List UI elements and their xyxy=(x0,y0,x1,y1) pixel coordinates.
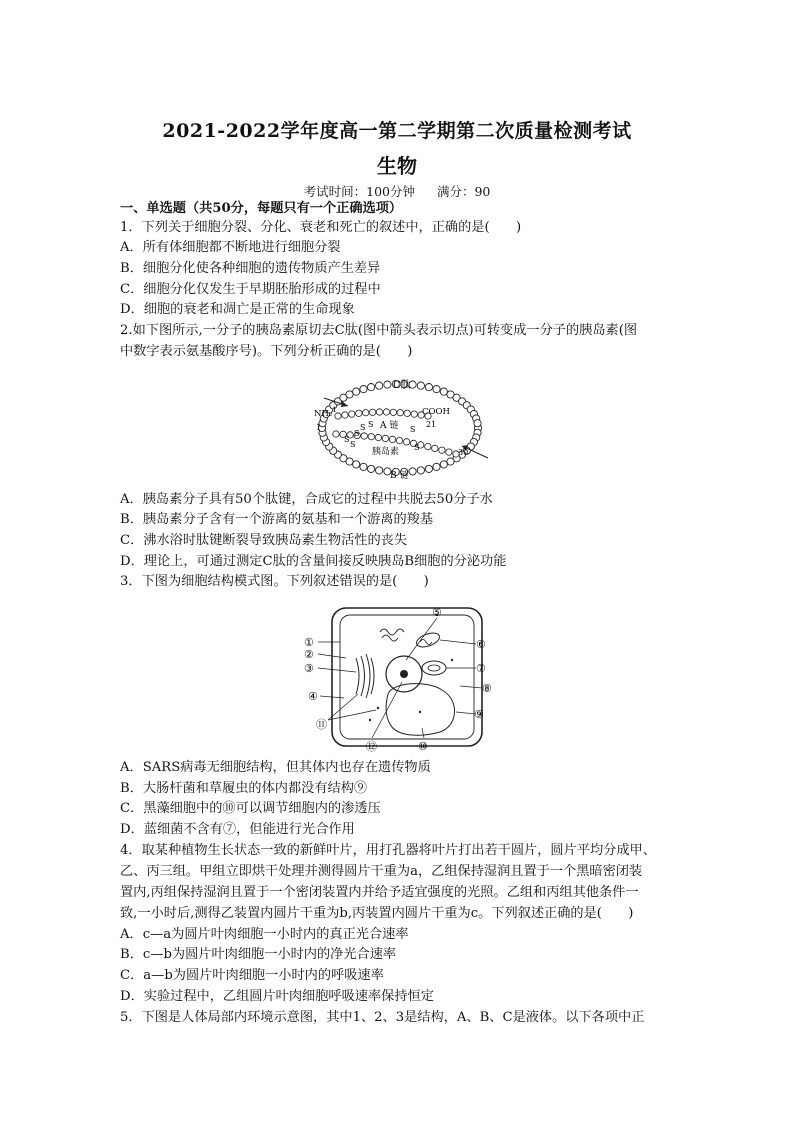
section-heading: 一、单选题（共50分，每题只有一个正确选项） xyxy=(120,201,403,216)
cell-label-12: ⑫ xyxy=(366,740,377,753)
disulfide-s-3: S xyxy=(368,420,374,429)
q2-option-c: C．沸水浴时肽键断裂导致胰岛素生物活性的丧失 xyxy=(120,533,408,548)
nh2-label: NH₂ xyxy=(314,409,333,419)
c-peptide-bead xyxy=(474,420,481,427)
c-peptide-bead xyxy=(353,461,360,468)
q1-option-c: C．细胞分化仅发生于早期胚胎形成的过程中 xyxy=(120,282,381,297)
c-peptide-bead xyxy=(425,384,432,391)
q3-option-b: B．大肠杆菌和草履虫的体内都没有结构⑨ xyxy=(120,781,368,796)
q1-option-a: A．所有体细胞都不断地进行细胞分裂 xyxy=(120,240,341,255)
q3-stem: 3．下图为细胞结构模式图。下列叙述错误的是( ) xyxy=(120,574,429,589)
cell-label-2: ② xyxy=(304,648,314,661)
c-peptide-bead xyxy=(417,382,424,389)
b-chain-bead xyxy=(361,433,367,439)
q3-option-c: C．黑藻细胞中的⑩可以调节细胞内的渗透压 xyxy=(120,801,381,816)
num-30-label: 30 xyxy=(458,448,469,457)
c-peptide-label: C肽 xyxy=(393,380,411,391)
num-1a-label: 1 xyxy=(332,405,337,414)
q1-option-d: D．细胞的衰老和凋亡是正常的生命现象 xyxy=(120,302,355,317)
cell-label-1: ① xyxy=(304,636,314,649)
c-peptide-bead xyxy=(346,391,353,398)
cell-label-11: ⑪ xyxy=(316,718,327,731)
q2-option-a: A．胰岛素分子具有50个肽键，合成它的过程中共脱去50分子水 xyxy=(120,492,493,507)
q2-option-b: B．胰岛素分子含有一个游离的氨基和一个游离的羧基 xyxy=(120,512,434,527)
q2-stem-line-2: 中数字表示氨基酸序号)。下列分析正确的是( ) xyxy=(120,344,413,359)
c-peptide-bead xyxy=(368,384,375,391)
exam-subject: 生物 xyxy=(377,154,417,178)
b-chain-bead xyxy=(439,447,445,453)
disulfide-s-4: S xyxy=(344,435,350,444)
insulin-figure xyxy=(310,370,490,482)
b-chain-bead xyxy=(389,436,395,442)
cell-label-5: ⑤ xyxy=(432,606,442,619)
cell-label-9: ⑨ xyxy=(474,708,484,721)
a-chain-bead xyxy=(376,409,382,415)
q4-stem-line-2: 乙、丙三组。甲组立即烘干处理并测得圆片干重为a，乙组保持湿润且置于一个黑暗密闭装 xyxy=(120,864,643,879)
c-peptide-bead xyxy=(447,458,454,465)
b-chain-bead xyxy=(333,431,339,437)
a-chain-label: A 链 xyxy=(380,421,399,431)
q4-option-d: D．实验过程中，乙组圆片叶肉细胞呼吸速率保持恒定 xyxy=(120,989,434,1004)
disulfide-s-5: S xyxy=(350,440,356,449)
b-chain-bead xyxy=(432,445,438,451)
q4-option-a: A．c—a为圆片叶肉细胞一小时内的真正光合速率 xyxy=(120,927,409,942)
b-chain-bead xyxy=(368,434,374,440)
a-chain-bead xyxy=(390,409,396,415)
q3-option-d: D．蓝细菌不含有⑦，但能进行光合作用 xyxy=(120,822,355,837)
exam-title: 2021-2022学年度高一第二学期第二次质量检测考试 xyxy=(162,120,632,142)
c-peptide-bead xyxy=(425,465,432,472)
cell-label-7: ⑦ xyxy=(476,662,486,675)
c-peptide-bead xyxy=(384,381,391,388)
a-chain-bead xyxy=(383,409,389,415)
c-peptide-bead xyxy=(368,465,375,472)
cell-label-10: ⑩ xyxy=(418,740,428,753)
b-chain-bead xyxy=(396,437,402,443)
cell-label-3: ③ xyxy=(304,662,314,675)
c-peptide-bead xyxy=(376,467,383,474)
num-21-label: 21 xyxy=(426,420,437,429)
q4-option-b: B．c—b为圆片叶肉细胞一小时内的净光合速率 xyxy=(120,947,397,962)
cell-label-6: ⑥ xyxy=(476,638,486,651)
cell-label-4: ④ xyxy=(308,690,318,703)
exam-meta xyxy=(0,182,794,200)
q2-option-d: D．理论上，可通过测定C肽的含量间接反映胰岛B细胞的分泌功能 xyxy=(120,554,507,569)
cell-figure xyxy=(300,602,500,754)
disulfide-s-2: S xyxy=(360,423,366,432)
c-peptide-bead xyxy=(417,467,424,474)
cell-label-8: ⑧ xyxy=(482,682,492,695)
a-chain-bead xyxy=(356,410,362,416)
exam-time: 考试时间：100分钟 xyxy=(303,184,415,199)
q1-option-b: B．细胞分化使各种细胞的遗传物质产生差异 xyxy=(120,261,381,276)
disulfide-s-7: S xyxy=(414,443,420,452)
q4-option-c: C．a—b为圆片叶肉细胞一小时内的呼吸速率 xyxy=(120,968,384,983)
c-peptide-bead xyxy=(376,382,383,389)
b-chain-label: B 链 xyxy=(390,471,409,481)
b-chain-bead xyxy=(446,449,452,455)
a-chain-bead xyxy=(404,410,410,416)
c-peptide-bead xyxy=(409,468,416,475)
insulin-label: 胰岛素 xyxy=(372,447,400,457)
c-peptide-bead xyxy=(360,386,367,393)
a-chain-bead xyxy=(342,412,348,418)
disulfide-s-6: S xyxy=(410,425,416,434)
num-1b-label: 1 xyxy=(316,423,322,432)
b-chain-bead xyxy=(425,443,431,449)
q4-stem-line-4: 致,一小时后,测得乙装置内圆片干重为b,丙装置内圆片干重为c。下列叙述正确的是( ) xyxy=(120,906,634,921)
c-peptide-bead xyxy=(360,463,367,470)
c-peptide-bead xyxy=(353,388,360,395)
c-peptide-bead xyxy=(433,386,440,393)
c-peptide-bead xyxy=(440,461,447,468)
q3-option-a: A．SARS病毒无细胞结构，但其体内也存在遗传物质 xyxy=(120,760,431,775)
exam-score: 满分：90 xyxy=(436,184,491,199)
a-chain-bead xyxy=(411,411,417,417)
b-chain-bead xyxy=(382,435,388,441)
c-peptide-bead xyxy=(433,463,440,470)
disulfide-s-1: S xyxy=(354,429,360,438)
a-chain-bead xyxy=(349,411,355,417)
q5-stem: 5．下图是人体局部内环境示意图，其中1、2、3是结构，A、B、C是液体。以下各项中正 xyxy=(120,1010,645,1025)
q1-stem: 1．下列关于细胞分裂、分化、衰老和死亡的叙述中，正确的是( ) xyxy=(120,220,522,235)
a-chain-bead xyxy=(397,410,403,416)
a-chain-bead xyxy=(363,410,369,416)
b-chain-bead xyxy=(375,434,381,440)
cooh-label: COOH xyxy=(422,407,450,417)
q4-stem-line-3: 置内,丙组保持湿润且置于一个密闭装置内并给予适宜强度的光照。乙组和丙组其他条件一 xyxy=(120,885,639,900)
b-chain-bead xyxy=(403,439,409,445)
a-chain-bead xyxy=(369,409,375,415)
q2-stem-line-1: 2.如下图所示,一分子的胰岛素原切去C肽(图中箭头表示切点)可转变成一分子的胰岛素(图 xyxy=(120,323,638,338)
q4-stem-line-1: 4．取某种植物生长状态一致的新鲜叶片，用打孔器将叶片打出若干圆片，圆片平均分成甲、 xyxy=(120,843,656,858)
c-peptide-bead xyxy=(440,388,447,395)
